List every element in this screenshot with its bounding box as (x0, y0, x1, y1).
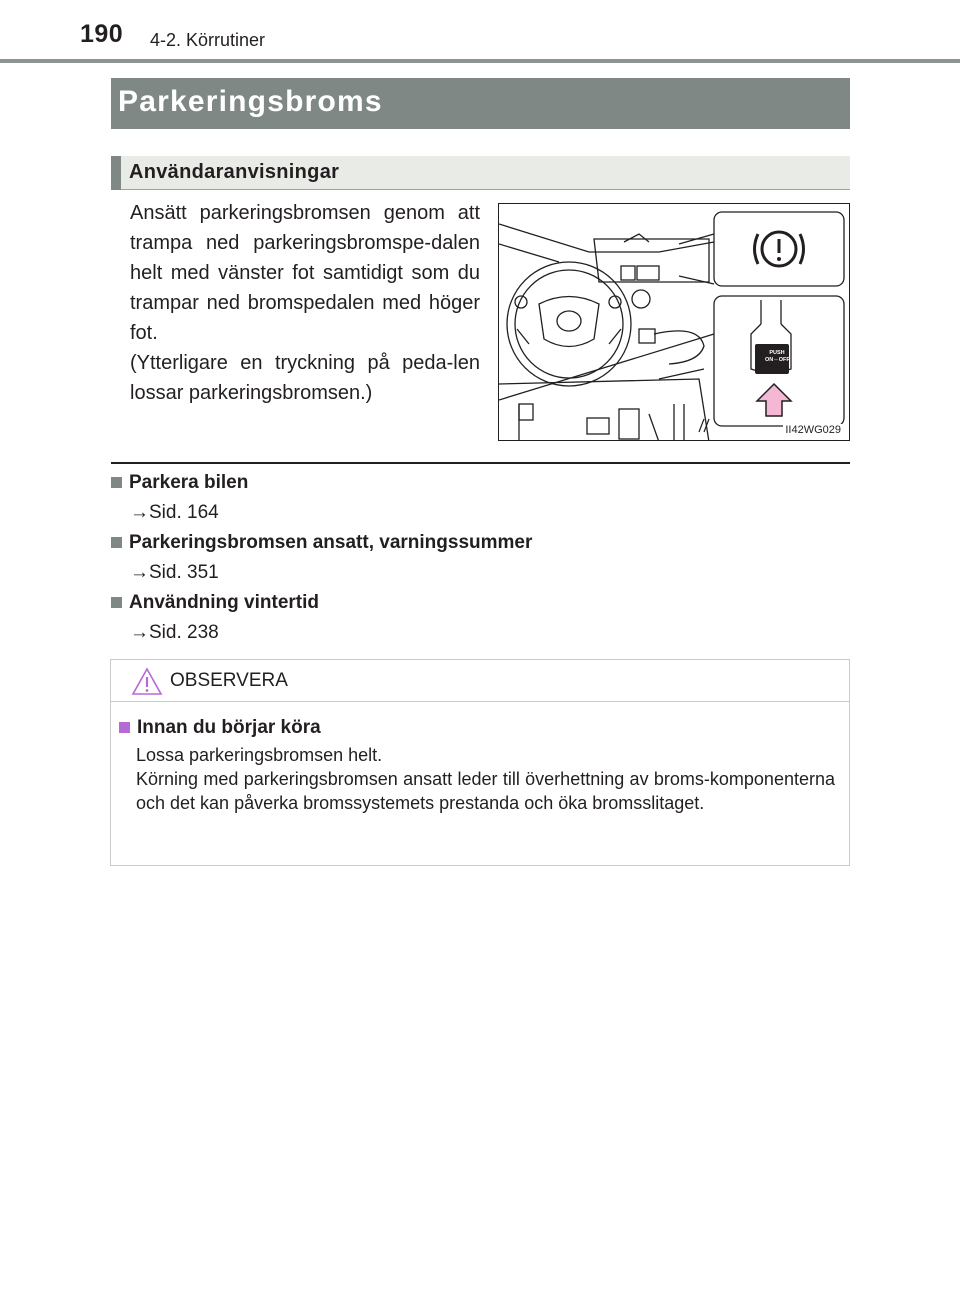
section-title: Parkeringsbroms (118, 85, 383, 118)
caution-line: Lossa parkeringsbromsen helt. (136, 745, 383, 765)
caution-marker (119, 722, 130, 733)
item-marker (111, 537, 122, 548)
item-heading-parking: Parkera bilen (111, 472, 248, 494)
section-separator (111, 462, 850, 464)
caution-text (136, 743, 835, 815)
intro-paragraph: Ansätt parkeringsbromsen genom att trampa ned parkeringsbromspe-dalen helt med vänster fot samtidigt som du trampar ned bromspedalen med höger fot. (130, 202, 480, 344)
item-heading-buzzer: Parkeringsbromsen ansatt, varningssummer (111, 532, 532, 554)
parking-brake-figure (498, 203, 850, 441)
caution-title: OBSERVERA (170, 670, 288, 691)
subsection-marker (111, 156, 121, 190)
caution-body (119, 717, 835, 815)
dashboard-illustration (499, 204, 850, 441)
caution-subheading: Innan du börjar köra (119, 717, 835, 739)
intro-note: (Ytterligare en tryckning på peda-len lossar parkeringsbromsen.) (130, 352, 480, 404)
section-title-bar (111, 78, 850, 129)
item-marker (111, 597, 122, 608)
item-heading-winter: Användning vintertid (111, 592, 319, 614)
subsection-title: Användaranvisningar (129, 161, 340, 183)
item-ref-parking: →Sid. 164 (130, 502, 219, 523)
warning-triangle-icon (131, 667, 163, 696)
caution-line: Körning med parkeringsbromsen ansatt leder till överhettning av broms-komponenterna och det kan påverka bromssystemets prestanda och öka bromsslitaget. (136, 769, 835, 813)
chapter-title: 4-2. Körrutiner (150, 30, 266, 50)
page-header (0, 0, 960, 64)
item-ref-buzzer: →Sid. 351 (130, 562, 219, 583)
subsection-bar (111, 156, 850, 190)
intro-text (130, 198, 480, 408)
caution-header (111, 660, 849, 702)
item-marker (111, 477, 122, 488)
figure-code: II42WG029 (785, 424, 841, 436)
caution-box (110, 659, 850, 866)
page-number: 190 (80, 20, 124, 48)
push-label: PUSH ON⇔OFF (765, 350, 790, 363)
header-rule (0, 59, 960, 63)
item-ref-winter: →Sid. 238 (130, 622, 219, 643)
